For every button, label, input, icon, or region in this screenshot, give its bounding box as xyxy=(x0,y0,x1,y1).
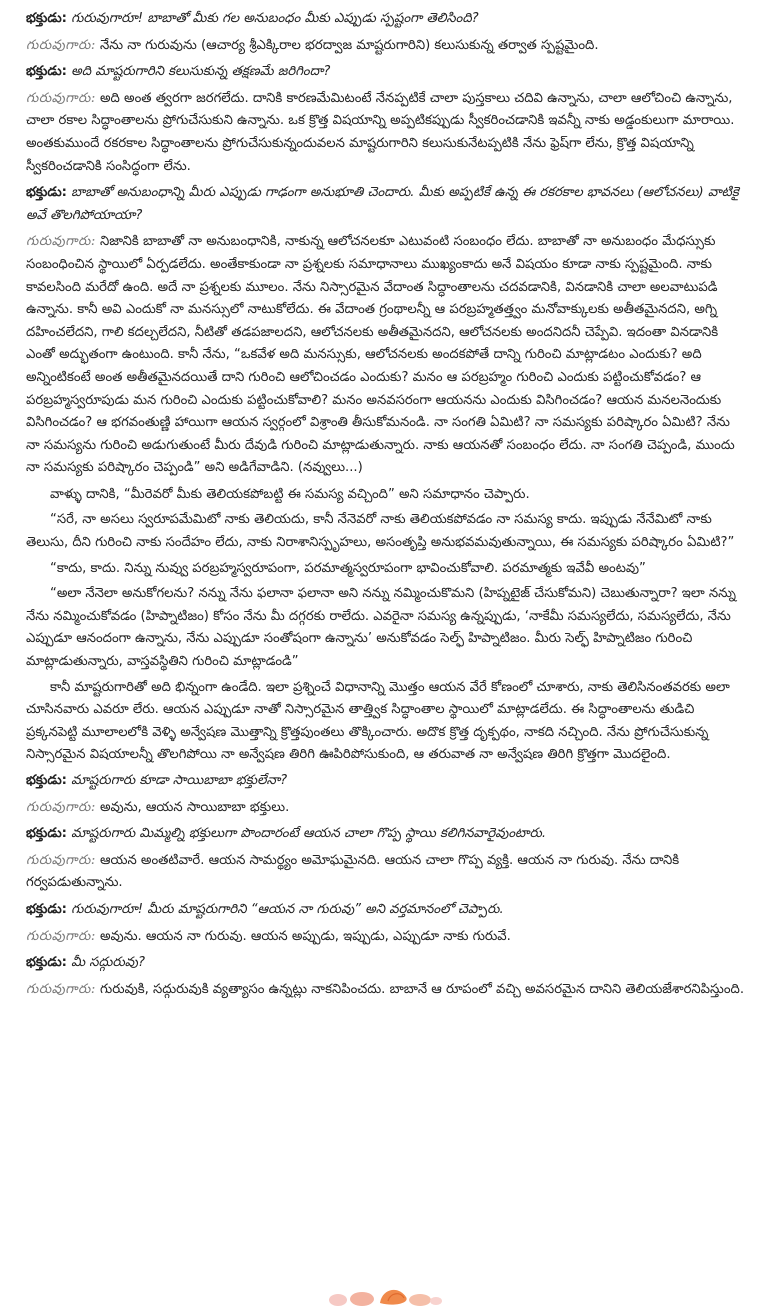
speaker-guruvugaru: గురువుగారు: xyxy=(26,852,96,868)
dialogue-text: మీ సద్గురువు? xyxy=(71,955,145,971)
devotee-question xyxy=(26,899,747,922)
flower-divider-icon xyxy=(324,1283,444,1309)
petal-left-icon xyxy=(329,1294,347,1306)
dialogue-text: గురువుగారూ! మీరు మాష్టరుగారిని “ఆయన నా గురువు” అని వర్తమానంలో చెప్పారు. xyxy=(71,901,504,917)
dialogue-text: మాష్టరుగారు కూడా సాయిబాబా భక్తులేనా? xyxy=(71,773,288,788)
speaker-guruvugaru: గురువుగారు: xyxy=(26,234,96,250)
devotee-question xyxy=(26,182,747,227)
speaker-devotee: భక్తుడు: xyxy=(26,826,67,842)
dialogue-text: గురువుగారూ! బాబాతో మీకు గల అనుబంధం మీకు ఎప్పుడు స్పష్టంగా తెలిసింది? xyxy=(71,11,479,26)
speaker-devotee: భక్తుడు: xyxy=(26,64,67,80)
guruvugaru-answer xyxy=(26,35,747,58)
petal-mid-left-icon xyxy=(350,1292,374,1306)
paragraph: “సరే, నా అసలు స్వరూపమేమిటో నాకు తెలియదు, కానీ నేనెవరో నాకు తెలియకపోవడం నా సమస్య కాదు. ఇప్పుడు నేనేమిటో నాకు తెలుసు, దీని గురించి నాకు సందేహం లేదు, నాకు నిరాశానిస్పృహలు, అసంతృప్తి అనుభవమవుతున్నాయి, ఈ సమస్యకు పరిష్కారం ఏమిటి?” xyxy=(26,512,735,551)
guruvugaru-answer xyxy=(26,231,747,480)
devotee-question xyxy=(26,61,747,84)
speaker-guruvugaru: గురువుగారు: xyxy=(26,799,96,815)
guruvugaru-answer xyxy=(26,88,747,178)
dialogue-text: గురువుకి, సద్గురువుకి వ్యత్యాసం ఉన్నట్లు నాకనిపించదు. బాబానే ఆ రూపంలో వచ్చి అవసరమైన దానిని తెలియజేశారనిపిస్తుంది. xyxy=(99,981,745,997)
speaker-guruvugaru: గురువుగారు: xyxy=(26,981,96,997)
speaker-devotee: భక్తుడు: xyxy=(26,955,67,971)
paragraph: కానీ మాష్టరుగారితో అది భిన్నంగా ఉండేది. ఇలా ప్రశ్నించే విధానాన్ని మొత్తం ఆయన వేరే కోణంలో చూశారు, నాకు తెలిసినంతవరకు అలా చూసినవారు ఎవరూ లేరు. ఆయన ఎప్పుడూ నాతో నిస్సారమైన తాత్త్విక సిద్ధాంతాల స్థాయిలో మాట్లాడలేదు. ఈ సిద్ధాంతాలను తుడిచి ప్రక్కనపెట్టి మూలాలలోకి వెళ్ళి అన్వేషణ మొత్తాన్ని క్రొత్తపుంతలు తొక్కించారు. అదొక క్రొత్త దృక్పథం, నాకది నచ్చింది. నేను ప్రోగుచేసుకున్న నిస్సారమైన విషయాలన్నీ తొలగిపోయి నా అన్వేషణ తిరిగి ఊపిరిపోసుకుంది, ఆ తరువాత నా అన్వేషణ తిరిగి క్రొత్తగా మొదలైంది. xyxy=(26,679,730,763)
dialogue-text: మాష్టరుగారు మిమ్మల్ని భక్తులుగా పొందారంటే ఆయన చాలా గొప్ప స్థాయి కలిగినవారైవుంటారు. xyxy=(71,826,547,842)
dialogue-text: ఆయన అంతటివారే. ఆయన సామర్థ్యం అమోఘమైనది. ఆయన చాలా గొప్ప వ్యక్తి. ఆయన నా గురువు. నేను దానికి గర్వపడుతున్నాను. xyxy=(26,852,680,891)
speaker-guruvugaru: గురువుగారు: xyxy=(26,37,96,53)
dialogue-text: అది మాష్టరుగారిని కలుసుకున్న తక్షణమే జరిగిందా? xyxy=(71,64,331,80)
speaker-guruvugaru: గురువుగారు: xyxy=(26,90,96,106)
guruvugaru-answer xyxy=(26,850,747,895)
paragraph: “అలా నేనెలా అనుకోగలను? నన్ను నేను ఫలానా ఫలానా అని నన్ను నమ్మించుకొమని (హిప్నటైజ్ చేసుకోమని) చెబుతున్నారా? ఇలా నన్ను నేను నమ్మించుకోవడం (హిప్నాటిజం) కోసం నేను మీ దగ్గరకు రాలేదు. ఎవరైనా సమస్య ఉన్నప్పుడు, ‘నాకేమీ సమస్యలేదు, సమస్యలేదు, నేను ఎప్పుడూ ఆనందంగా ఉన్నాను, నేను ఎప్పుడూ సంతోషంగా ఉన్నాను’ అనుకోవడం సెల్ఫ్ హిప్నాటిజం. మీరు సెల్ఫ్ హిప్నాటిజం గురించి మాట్లాడుతున్నారు, వాస్తవస్థితిని గురించి మాట్లాడండి” xyxy=(26,586,736,670)
guruvugaru-answer xyxy=(26,797,747,820)
dialogue-text: అవును, ఆయన సాయిబాబా భక్తులు. xyxy=(99,799,290,815)
paragraph: వాళ్ళు దానికి, “మీరెవరో మీకు తెలియకపోబట్టి ఈ సమస్య వచ్చింది” అని సమాధానం చెప్పారు. xyxy=(50,486,530,502)
petal-mid-right-icon xyxy=(409,1294,431,1306)
dialogue-text: అది అంత త్వరగా జరగలేదు. దానికి కారణమేమిటంటే నేనప్పటికే చాలా పుస్తకాలు చదివి ఉన్నాను, చాలా ఆలోచించి ఉన్నాను, చాలా రకాల సిద్ధాంతాలను ప్రోగుచేసుకుని ఉన్నాను. ఒక క్రొత్త విషయాన్ని అప్పటికప్పుడు స్వీకరించడానికి ఇవన్నీ నాకు అడ్డంకులుగా మారాయి. అంతకుముందే రకరకాల సిద్ధాంతాలను ప్రోగుచేసుకున్నందువలన మాష్టరుగారిని కలుసుకునేటప్పటికి నేను ఫ్రెష్‌గా లేను, క్రొత్త విషయాన్ని స్వీకరించడానికి సంసిద్ధంగా లేను. xyxy=(26,90,735,174)
guruvugaru-answer xyxy=(26,979,747,1002)
devotee-question xyxy=(26,770,747,793)
dialogue-text: నిజానికి బాబాతో నా అనుబంధానికి, నాకున్న ఆలోచనలకూ ఎటువంటి సంబంధం లేదు. బాబాతో నా అనుబంధం మేధస్సుకు సంబంధించిన స్థాయిలో ఏర్పడలేదు. అంతేకాకుండా నా ప్రశ్నలకు సమాధానాలు ముఖ్యంకాదు అనే విషయం కూడా నాకు స్పష్టమైంది. నాకు కావలసింది మరేదో ఉంది. అదే నా ప్రశ్నలకు మూలం. నేను నిస్సారమైన వేదాంత సిద్ధాంతాలను చదవడానికి, వినడానికి చాలా అలవాటుపడి ఉన్నాను. కానీ అవి ఎందుకో నా మనస్సులో నాటుకోలేదు. ఈ వేదాంత గ్రంథాలన్నీ ఆ పరబ్రహ్మతత్త్వం మనోవాక్కులకు అతీతమైనదని, అగ్ని దహించలేదని, గాలి కదల్చలేదని, నీటితో తడపజాలదని, ఆలోచనలకు అతీతమైనదని, ఆలోచనలకు అందనిదనీ చెప్పేవి. ఇదంతా వినడానికి ఎంతో అద్భుతంగా ఉంటుంది. కానీ నేను, “ఒకవేళ అది మనస్సుకు, ఆలోచనలకు అందకపోతే దాన్ని గురించి మాట్లాడటం ఎందుకు? అది అన్నింటికంటే అంత అతీతమైనదయితే దాని గురించి ఆలోచించడం ఎందుకు? మనం ఆ పరబ్రహ్మం గురించి ఎందుకు పట్టించుకోవడం? ఆ పరబ్రహ్మస్వరూపుడు మన గురించి ఎందుకు పట్టించుకోవాలి? మనం అనవసరంగా ఆయనను ఎందుకు విసిగించడం? ఆయన మనలనెందుకు విసిగించడం? ఆ భగవంతుణ్ణి హాయిగా ఆయన స్వర్గంలో విశ్రాంతి తీసుకోమనండి. నా సంగతి ఏమిటి? నా సమస్యకు పరిష్కారం ఏమిటి? నేను నా సమస్యను గురించి అడుగుతుంటే మీరు దేవుడి గురించి మాట్లాడుతున్నారు. నాకు ఆయనతో సంబంధం లేదు. నా సంగతి చెప్పండి, ముందు నా సమస్యకు పరిష్కారం చెప్పండి” అని అడిగేవాడిని. (నవ్వులు...) xyxy=(26,234,735,476)
dialogue-text: నేను నా గురువును (ఆచార్య శ్రీఎక్కిరాల భరద్వాజ మాష్టరుగారిని) కలుసుకున్న తర్వాత స్పష్టమైంది. xyxy=(99,37,599,53)
dialogue-body xyxy=(26,8,747,1001)
speaker-devotee: భక్తుడు: xyxy=(26,901,67,917)
speaker-devotee: భక్తుడు: xyxy=(26,773,67,788)
devotee-question xyxy=(26,823,747,846)
speaker-devotee: భక్తుడు: xyxy=(26,185,67,201)
devotee-question xyxy=(26,8,747,31)
flower-main-icon xyxy=(380,1290,407,1305)
dialogue-text: బాబాతో అనుబంధాన్ని మీరు ఎప్పుడు గాఢంగా అనుభూతి చెందారు. మీకు అప్పటికే ఉన్న ఈ రకరకాల భావనలు (ఆలోచనలు) వాటికై అవే తొలగిపోయాయా? xyxy=(26,185,739,223)
petal-right-icon xyxy=(430,1297,442,1305)
guruvugaru-answer xyxy=(26,926,747,949)
speaker-devotee: భక్తుడు: xyxy=(26,11,67,26)
paragraph: “కాదు, కాదు. నిన్ను నువ్వు పరబ్రహ్మస్వరూపంగా, పరమాత్మస్వరూపంగా భావించుకోవాలి. పరమాత్మకు ఇవేవీ అంటవు” xyxy=(50,560,646,576)
speaker-guruvugaru: గురువుగారు: xyxy=(26,928,96,944)
dialogue-text: అవును. ఆయన నా గురువు. ఆయన అప్పుడు, ఇప్పుడు, ఎప్పుడూ నాకు గురువే. xyxy=(99,928,511,944)
devotee-question xyxy=(26,952,747,975)
